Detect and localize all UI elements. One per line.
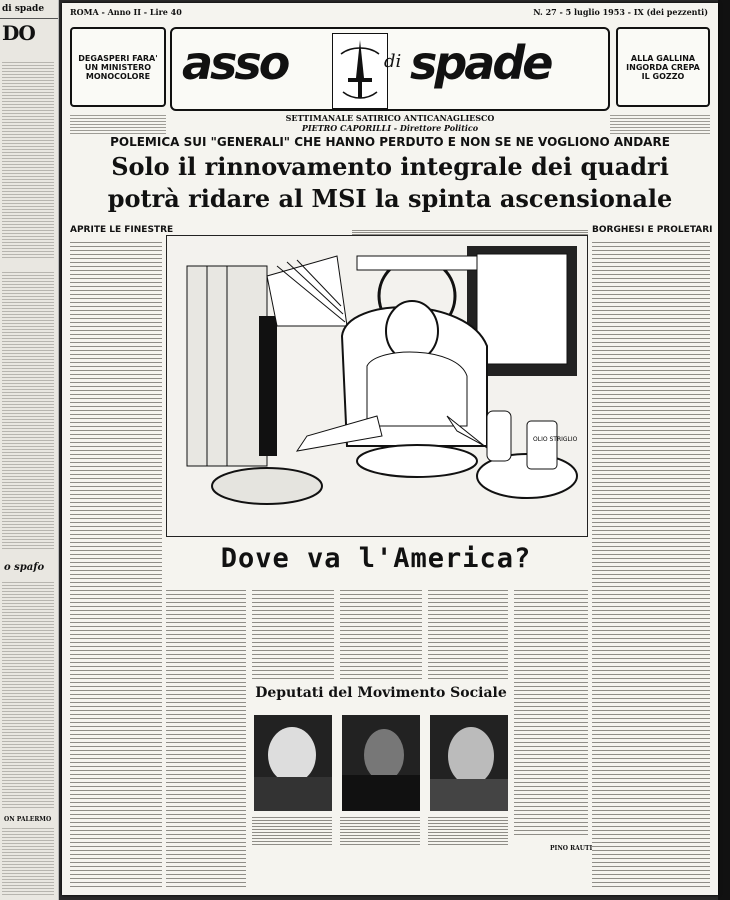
subscription-info [610, 113, 710, 135]
adjacent-page-header: di spade [0, 0, 58, 19]
left-article-text [70, 239, 162, 889]
adjacent-text-block [2, 270, 54, 550]
masthead-word-di: di [384, 51, 402, 72]
bottle-label: OLIO STRIGLIO [533, 436, 578, 443]
masthead-director: PIETRO CAPORILLI - Direttore Politico [301, 123, 479, 133]
america-article-column-4 [428, 587, 508, 681]
adjacent-page-title-fragment: DO [2, 21, 35, 45]
deputy-photo-2 [342, 715, 420, 811]
ear-left: DEGASPERI FARA' UN MINISTERO MONOCOLORE [70, 27, 166, 107]
adjacent-text-block [2, 580, 54, 810]
deputy-caption-3 [428, 815, 508, 847]
masthead [170, 27, 610, 111]
adjacent-page-strip [0, 0, 59, 900]
ear-right: ALLA GALLINA INGORDA CREPA IL GOZZO [616, 27, 710, 107]
adjacent-text-block [2, 60, 54, 260]
deputies-photo-title: Deputati del Movimento Sociale [255, 685, 507, 701]
america-article-column-1 [166, 587, 246, 887]
headline-kicker: POLEMICA SUI "GENERALI" CHE HANNO PERDUTO E NON SE NE VOGLIONO ANDARE [110, 135, 670, 149]
deputy-caption-1 [252, 815, 332, 847]
adjacent-bottom-fragment: ON PALERMO [4, 816, 52, 823]
masthead-tagline: SETTIMANALE SATIRICO ANTICANAGLIESCO [285, 113, 495, 123]
america-article-column-2 [252, 587, 334, 681]
masthead-word-asso: asso [182, 36, 288, 90]
right-section-title: BORGHESI E PROLETARI [592, 225, 713, 235]
deputy-photo-3 [430, 715, 508, 811]
adjacent-text-block [2, 826, 54, 896]
deputy-caption-2 [340, 815, 420, 847]
article-signature: PINO RAUTI [550, 845, 593, 852]
masthead-word-spade: spade [410, 36, 551, 90]
dateline [62, 7, 718, 21]
adjacent-logo-fragment: o spafo [4, 562, 45, 573]
dove-va-lamerica-headline: Dove va l'America? [220, 543, 532, 574]
main-headline [62, 151, 718, 215]
headline-line-2: potrà ridare al MSI la spinta ascensionale [107, 184, 673, 213]
ace-of-swords-card-icon [332, 33, 388, 109]
headline-line-1: Solo il rinnovamento integrale dei quadri [111, 152, 669, 181]
dateline-left: ROMA - Anno II - Lire 40 [70, 7, 182, 17]
right-article-text [592, 239, 710, 889]
page-edge [718, 0, 730, 900]
newspaper-front-page [62, 3, 718, 895]
dateline-right: N. 27 - 5 luglio 1953 - IX (dei pezzenti) [533, 7, 708, 17]
america-article-column-3 [340, 587, 422, 681]
editorial-info [70, 113, 166, 135]
left-section-title: APRITE LE FINESTRE [70, 225, 174, 235]
deputy-photo-1 [254, 715, 332, 811]
america-article-column-5 [514, 587, 588, 837]
deputies-photo-box [250, 685, 512, 861]
satirical-cartoon [166, 235, 588, 537]
